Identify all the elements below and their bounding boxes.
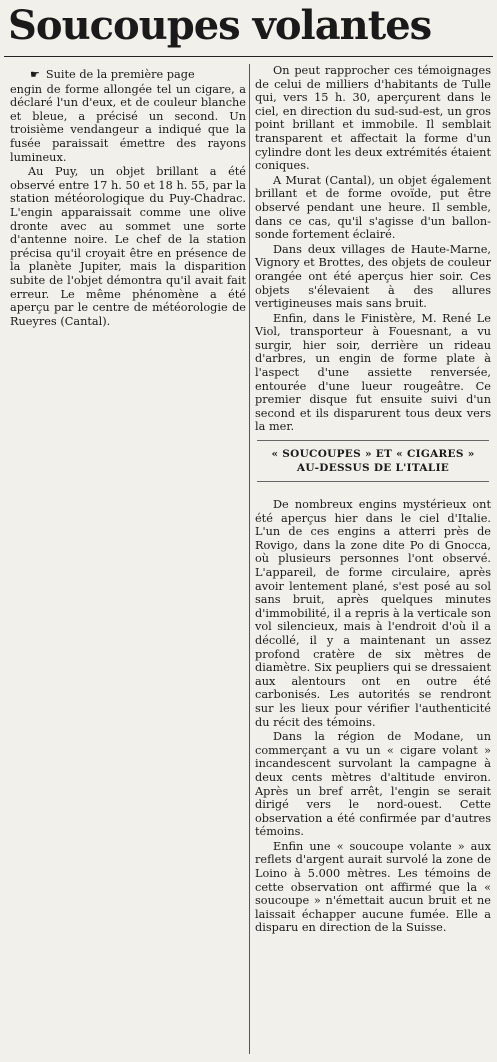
paragraph: A Murat (Cantal), un objet également brillant et de forme ovoïde, put être observé pendant une heure. Il semble, dans ce cas, qu'il s'agisse d'un ballon-sonde fortement éclairé. [255,173,491,242]
subheading-line-2: AU-DESSUS DE L'ITALIE [296,462,450,475]
paragraph: De nombreux engins mystérieux ont été aperçus hier dans le ciel d'Italie. L'un de ces engins a atterri près de Rovigo, dans la zone dite Po di Gnocca, où plusieurs personnes l'ont observé. L'appareil, de forme circulaire, après avoir lentement plané, s'est posé au sol sans bruit, après quelques minutes d'immobilité, il a repris à la verticale son vol silencieux, mais à l'endroit d'où il a décollé, il y a maintenant un assez profond cratère de six mètres de diamètre. Six peupliers qui se dressaient aux alentours ont en outre été carbonisés. Les autorités se rendront sur les lieux pour vérifier l'authenticité du récit des témoins. [255,498,491,729]
pointing-hand-icon: ☛ [30,68,40,81]
left-column [10,64,246,328]
continuation-kicker [10,68,246,82]
paragraph: On peut rapprocher ces témoignages de celui de milliers d'habitants de Tulle qui, vers 15 h. 30, aperçurent dans le ciel, en direction du sud-sud-est, un gros point brillant et immobile. Il semblait transparent et affectait la forme d'un cylindre dont les deux extrémités étaient coniques. [255,64,491,173]
kicker-text: Suite de la première page [45,68,195,81]
paragraph: Dans la région de Modane, un commerçant a vu un « cigare volant » incandescent survolant la campagne à deux cents mètres d'altitude environ. Après un bref arrêt, l'engin se serait dirigé vers le nord-ouest. Cette observation a été confirmée par d'autres témoins. [255,730,491,839]
paragraph: engin de forme allongée tel un cigare, a déclaré l'un d'eux, et de couleur blanche et bleue, a précisé un second. Un troisième vendangeur a indiqué que la fusée paraissait émettre des rayons lumineux. [10,82,246,164]
headline: Soucoupes volantes [4,0,493,57]
column-rule [249,64,250,1054]
article-columns [0,64,497,1056]
paragraph: Dans deux villages de Haute-Marne, Vignory et Brottes, des objets de couleur orangée ont été aperçus hier soir. Ces objets s'élevaient à des allures vertigineuses mais sans bruit. [255,242,491,311]
section-divider [257,440,489,441]
subheading [255,447,491,475]
spacer [255,488,491,498]
subheading-line-1: « SOUCOUPES » ET « CIGARES » [271,448,475,461]
right-column [255,64,491,935]
paragraph: Au Puy, un objet brillant a été observé entre 17 h. 50 et 18 h. 55, par la station météorologique du Puy-Chadrac. L'engin apparaissait comme une olive dronte avec au sommet une sorte d'antenne noire. Le chef de la station précisa qu'il croyait être en présence de la planète Jupiter, mais la disparition subite de l'objet démontra qu'il avait fait erreur. Le même phénomène a été aperçu par le centre de météorologie de Rueyres (Cantal). [10,165,246,328]
paragraph: Enfin, dans le Finistère, M. René Le Viol, transporteur à Fouesnant, a vu surgir, hier soir, derrière un rideau d'arbres, un engin de forme plate à l'aspect d'une assiette renversée, entourée d'une lueur rougeâtre. Ce premier disque fut ensuite suivi d'un second et ils disparurent tous deux vers la mer. [255,311,491,434]
section-divider [257,481,489,482]
paragraph: Enfin une « soucoupe volante » aux reflets d'argent aurait survolé la zone de Loino à 5.000 mètres. Les témoins de cette observation ont affirmé que la « soucoupe » n'émettait aucun bruit et ne laissait échapper aucune fumée. Elle a disparu en direction de la Suisse. [255,839,491,935]
